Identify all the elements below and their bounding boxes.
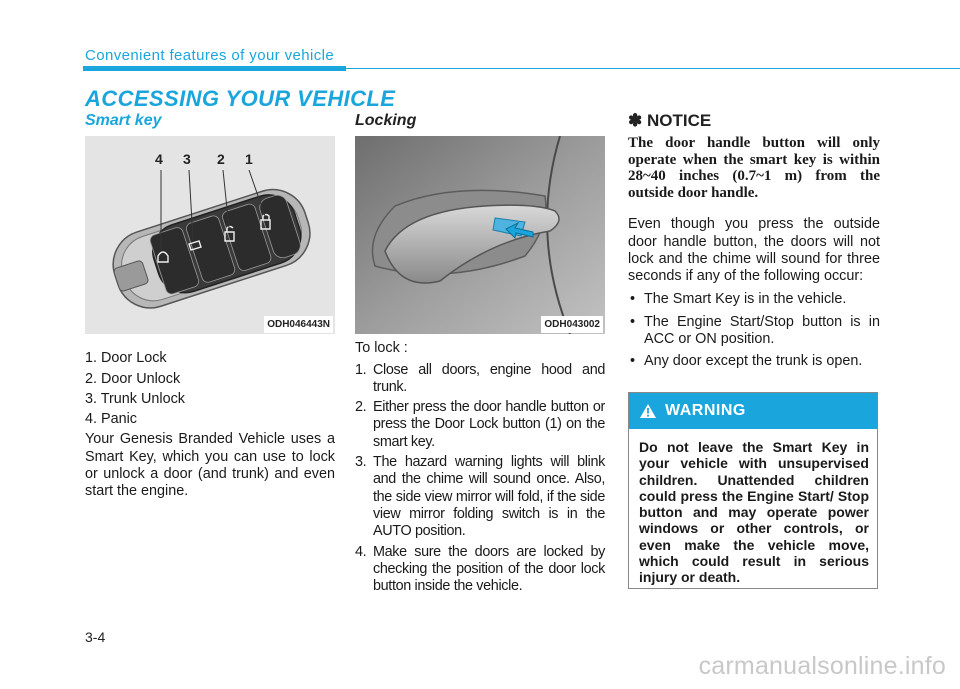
smart-key-illustration <box>85 136 335 334</box>
list-item: • The Smart Key is in the vehicle. <box>630 291 847 308</box>
callout-2: 2 <box>217 151 225 168</box>
warning-title: WARNING <box>665 402 746 419</box>
smart-key-parts-list <box>85 350 335 428</box>
smart-key-heading: Smart key <box>85 112 162 129</box>
warning-text: Do not leave the Smart Key in your vehicle with unsupervised children. Unattended children could press the Engine Start/ Stop button and may operate power windows or other controls, or even make the vehicle move, which could result in serious injury or death. <box>639 439 869 586</box>
callout-3: 3 <box>183 151 191 168</box>
locking-steps <box>355 362 605 596</box>
list-item: 4. Panic <box>85 411 137 428</box>
callout-4: 4 <box>155 151 163 168</box>
header-rule <box>346 68 960 69</box>
list-item: 1. Close all doors, engine hood and trunk. <box>355 361 605 395</box>
list-item: 1. Door Lock <box>85 350 167 367</box>
list-item: 2. Door Unlock <box>85 370 181 387</box>
smart-key-description: Your Genesis Branded Vehicle uses a Smart Key, which you can use to lock or unlock a door (and trunk) and even start the engine. <box>85 431 335 500</box>
notice-bold-text: The door handle button will only operate when the smart key is within 28~40 inches (0.7~1 m) from the outside door handle. <box>628 135 880 201</box>
warning-box <box>628 392 878 589</box>
smart-key-column <box>85 112 335 501</box>
header-accent-bar <box>83 66 346 71</box>
list-item: 3. Trunk Unlock <box>85 390 185 407</box>
list-item: 3. The hazard warning lights will blink and the chime will sound once. Also, the side view mirror will fold, if the side view mirror folding switch is in the AUTO position. <box>355 454 605 540</box>
notice-body: Even though you press the outside door handle button, the doors will not lock and the chime will sound for three seconds if any of the following occur: <box>628 216 880 285</box>
warning-triangle-icon <box>639 403 657 419</box>
page-title: ACCESSING YOUR VEHICLE <box>85 86 396 111</box>
notice-mark: ✽ <box>628 111 643 130</box>
callout-1: 1 <box>245 151 253 168</box>
page-number: 3-4 <box>85 629 106 645</box>
locking-intro: To lock : <box>355 340 408 357</box>
figure-code: ODH046443N <box>264 316 333 333</box>
notice-bullets <box>628 291 880 370</box>
notice-column <box>628 112 880 376</box>
figure-code: ODH043002 <box>541 316 603 333</box>
warning-header <box>629 393 877 429</box>
list-item: 2. Either press the door handle button or press the Door Lock button (1) on the smart key. <box>355 399 605 450</box>
locking-heading: Locking <box>355 112 417 129</box>
locking-column <box>355 112 605 598</box>
list-item: 4. Make sure the doors are locked by checking the position of the door lock button inside the vehicle. <box>355 543 605 595</box>
list-item: • Any door except the trunk is open. <box>630 353 863 370</box>
section-header-label: Convenient features of your vehicle <box>85 47 335 64</box>
notice-title: ✽ NOTICE <box>628 111 712 130</box>
door-handle-illustration <box>355 136 605 334</box>
smart-key-figure <box>85 136 335 334</box>
watermark: carmanualsonline.info <box>698 652 946 680</box>
door-handle-figure <box>355 136 605 334</box>
list-item: • The Engine Start/Stop button is in ACC or ON position. <box>630 313 880 348</box>
